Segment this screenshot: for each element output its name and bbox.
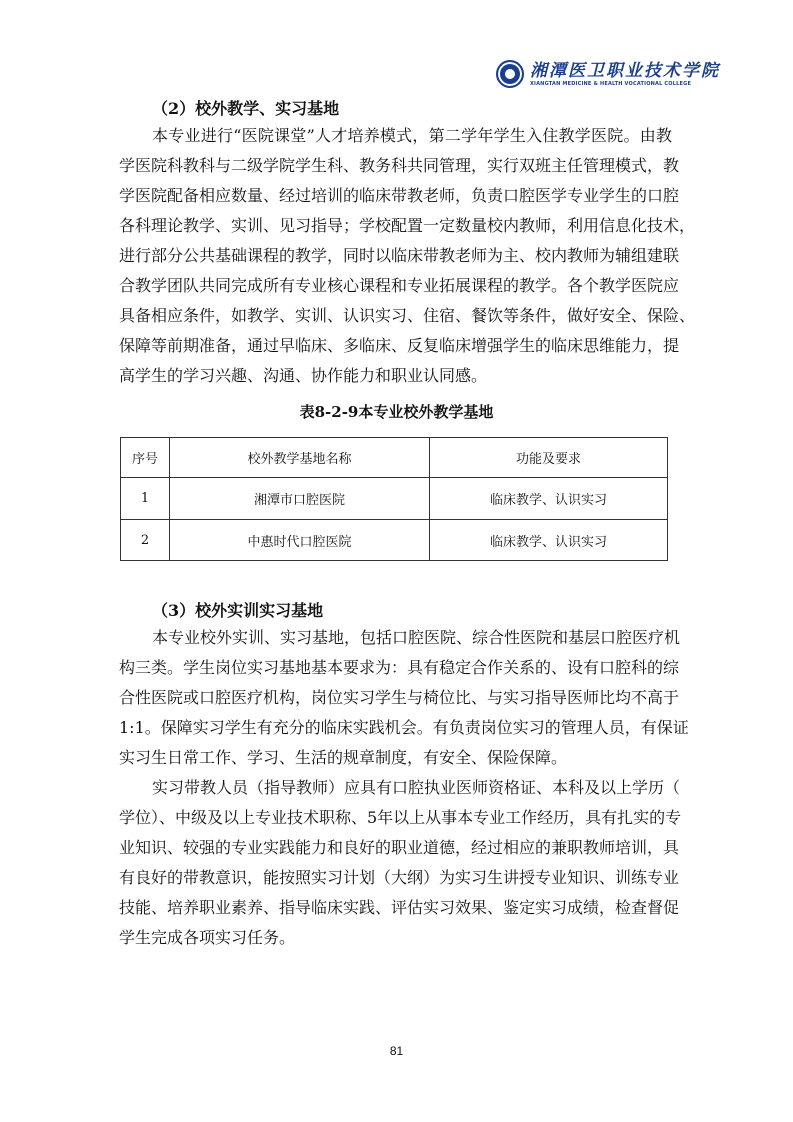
paragraph-line: 进行部分公共基础课程的教学，同时以临床带教老师为主、校内教师为辅组建联 bbox=[119, 246, 680, 265]
paragraph-line: 实习带教人员（指导教师）应具有口腔执业医师资格证、本科及以上学历（ bbox=[152, 778, 681, 797]
section2-heading: （2）校外教学、实习基地 bbox=[152, 99, 340, 118]
paragraph-line: 本专业校外实训、实习基地，包括口腔医院、综合性医院和基层口腔医疗机 bbox=[152, 628, 681, 647]
paragraph-line: 保障等前期准备，通过早临床、多临床、反复临床增强学生的临床思维能力，提 bbox=[119, 336, 680, 355]
table-cell: 1 bbox=[121, 478, 170, 520]
bases-table bbox=[120, 437, 668, 561]
school-seal-icon bbox=[496, 60, 524, 88]
page-number: 81 bbox=[389, 1044, 404, 1058]
paragraph-line: 各科理论教学、实训、见习指导；学校配置一定数量校内教师，利用信息化技术， bbox=[119, 216, 696, 235]
table-cell: 临床教学、认识实习 bbox=[430, 478, 668, 520]
paragraph-line: 本专业进行“医院课堂”人才培养模式，第二学年学生入住教学医院。由教 bbox=[152, 126, 672, 145]
school-name-cn: 湘潭医卫职业技术学院 bbox=[530, 60, 720, 81]
paragraph-line: 业知识、较强的专业实践能力和良好的职业道德，经过相应的兼职教师培训，具 bbox=[119, 838, 680, 857]
table-caption: 表8-2-9本专业校外教学基地 bbox=[299, 403, 494, 421]
paragraph-line: 实习生日常工作、学习、生活的规章制度，有安全、保险保障。 bbox=[119, 748, 568, 767]
table-cell: 中惠时代口腔医院 bbox=[170, 520, 430, 561]
header-cell: 功能及要求 bbox=[430, 438, 668, 478]
paragraph-line: 合教学团队共同完成所有专业核心课程和专业拓展课程的教学。各个教学医院应 bbox=[119, 276, 680, 295]
paragraph-line: 构三类。学生岗位实习基地基本要求为：具有稳定合作关系的、设有口腔科的综 bbox=[119, 658, 680, 677]
header-cell: 序号 bbox=[121, 438, 170, 478]
table-row bbox=[121, 520, 668, 561]
paragraph-line: 技能、培养职业素养、指导临床实践、评估实习效果、鉴定实习成绩，检查督促 bbox=[119, 898, 680, 917]
paragraph-line: 具备相应条件，如教学、实训、认识实习、住宿、餐饮等条件，做好安全、保险、 bbox=[119, 306, 696, 325]
school-logo bbox=[496, 60, 720, 88]
school-name-en: XIANGTAN MEDICINE & HEALTH VOCATIONAL COLLEGE bbox=[530, 80, 692, 87]
paragraph-line: 高学生的学习兴趣、沟通、协作能力和职业认同感。 bbox=[119, 366, 488, 385]
header-cell: 校外教学基地名称 bbox=[170, 438, 430, 478]
paragraph-line: 学医院配备相应数量、经过培训的临床带教老师，负责口腔医学专业学生的口腔 bbox=[119, 186, 680, 205]
paragraph-line: 1:1。保障实习学生有充分的临床实践机会。有负责岗位实习的管理人员，有保证 bbox=[119, 718, 689, 737]
section3-heading: （3）校外实训实习基地 bbox=[152, 601, 324, 620]
paragraph-line: 学生完成各项实习任务。 bbox=[119, 928, 296, 947]
table-row bbox=[121, 478, 668, 520]
table-header-row bbox=[121, 438, 668, 478]
paragraph-line: 学位）、中级及以上专业技术职称、5年以上从事本专业工作经历，具有扎实的专 bbox=[119, 808, 682, 827]
paragraph-line: 学医院科教科与二级学院学生科、教务科共同管理，实行双班主任管理模式，教 bbox=[119, 156, 680, 175]
paragraph-line: 合性医院或口腔医疗机构，岗位实习学生与椅位比、与实习指导医师比均不高于 bbox=[119, 688, 680, 707]
table-cell: 湘潭市口腔医院 bbox=[170, 478, 430, 520]
paragraph-line: 有良好的带教意识，能按照实习计划（大纲）为实习生讲授专业知识、训练专业 bbox=[119, 868, 680, 887]
table-cell: 2 bbox=[121, 520, 170, 561]
table-cell: 临床教学、认识实习 bbox=[430, 520, 668, 561]
